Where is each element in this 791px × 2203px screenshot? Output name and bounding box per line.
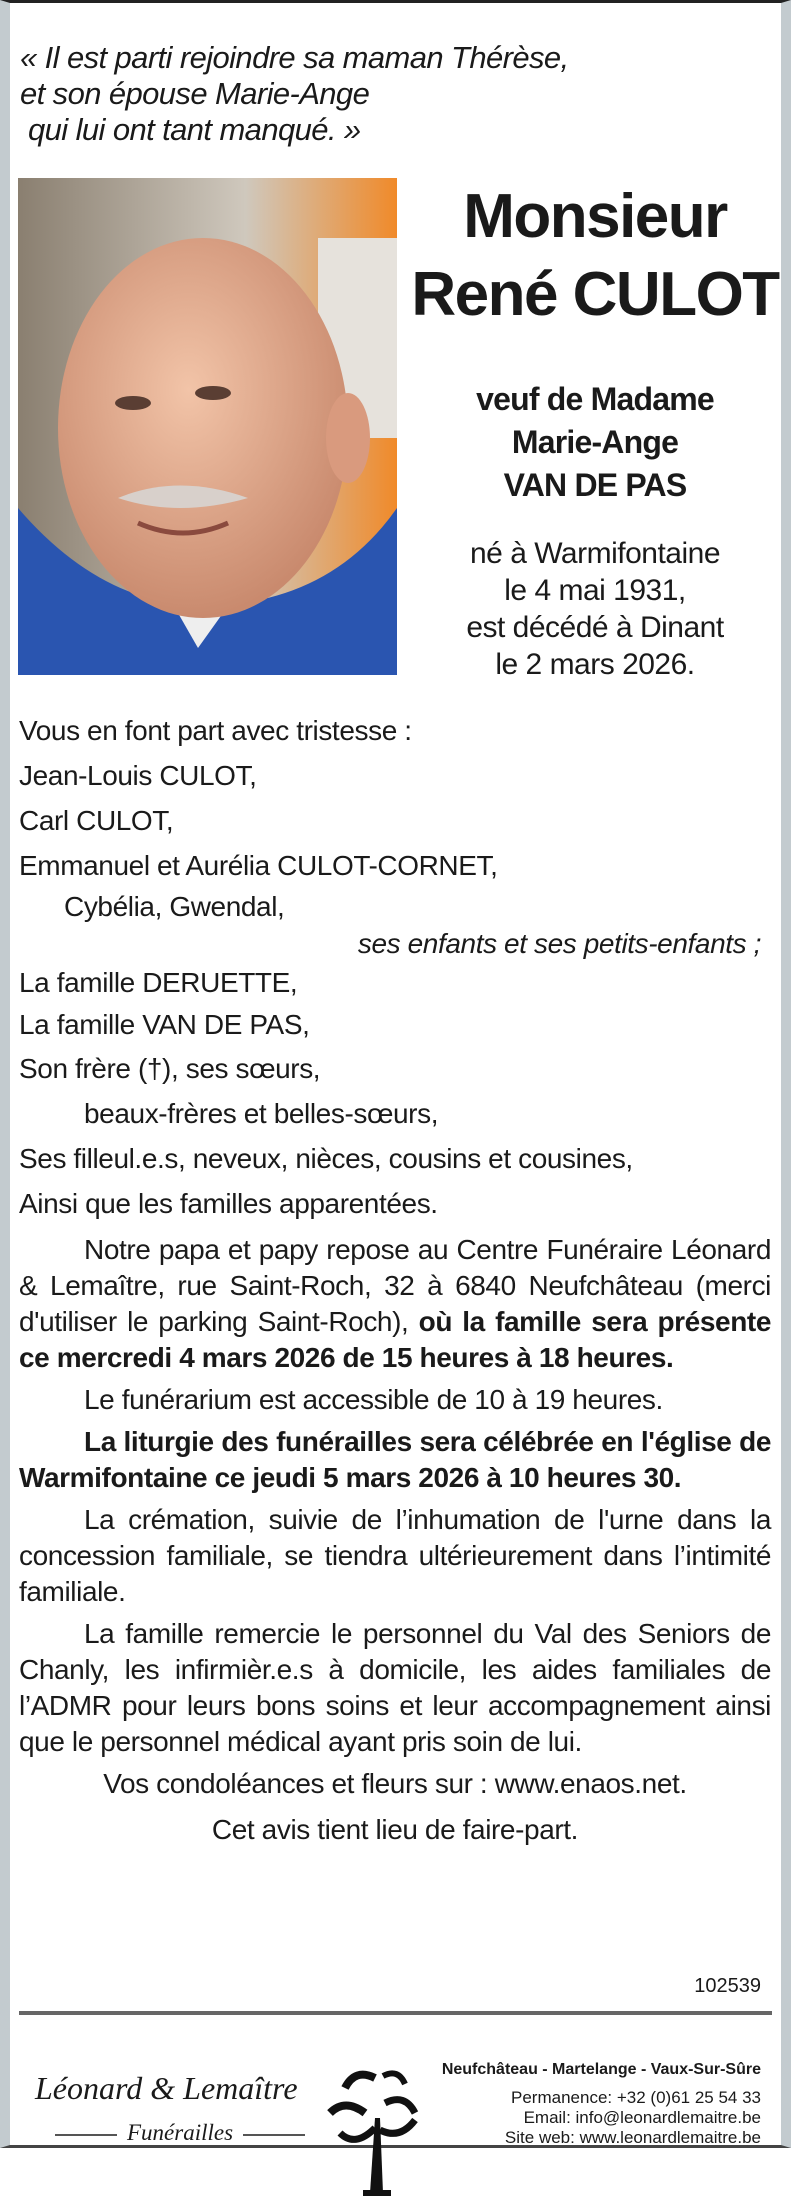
full-name: René CULOT xyxy=(411,260,779,329)
family-member: Son frère (†), ses sœurs, xyxy=(19,1053,321,1084)
website-link[interactable]: Site web: www.leonardlemaitre.be xyxy=(504,2128,761,2147)
email-link[interactable]: Email: info@leonardlemaitre.be xyxy=(523,2108,761,2127)
birth-line: né à Warmifontaine xyxy=(469,537,720,570)
birth-death-info xyxy=(405,535,785,683)
notice-statement: Cet avis tient lieu de faire-part. xyxy=(211,1814,579,1845)
death-line: le 2 mars 2026. xyxy=(495,648,695,681)
family-member: Emmanuel et Aurélia CULOT-CORNET, xyxy=(19,850,498,881)
family-intro: Vous en font part avec tristesse : xyxy=(19,715,412,746)
condolences-link[interactable]: Vos condoléances et fleurs sur : www.enaos.net. xyxy=(103,1768,687,1799)
logo-sub-text: Funérailles xyxy=(127,2120,234,2145)
family-relation: ses enfants et ses petits-enfants ; xyxy=(357,928,761,959)
funeral-home-logo-sub xyxy=(45,2120,315,2146)
visitation-paragraph xyxy=(19,1232,771,1376)
family-member: Jean-Louis CULOT, xyxy=(19,760,257,791)
tree-logo-icon xyxy=(325,2058,425,2203)
family-member: Cybélia, Gwendal, xyxy=(64,891,285,922)
divider xyxy=(19,2011,772,2015)
liturgy-text: La liturgie des funérailles sera célébrée en l'église de Warmifontaine ce jeudi 5 mars 2026 à 10 heures 30. xyxy=(19,1426,771,1493)
quote-line: et son épouse Marie-Ange xyxy=(20,76,370,111)
liturgy-paragraph xyxy=(19,1424,771,1496)
family-member: La famille VAN DE PAS, xyxy=(19,1009,310,1040)
death-line: est décédé à Dinant xyxy=(466,611,724,644)
epitaph-quote xyxy=(20,40,569,148)
quote-line: qui lui ont tant manqué. » xyxy=(20,112,361,147)
family-member: beaux-frères et belles-sœurs, xyxy=(84,1098,439,1129)
funeral-home-contact xyxy=(442,2060,761,2148)
honorific: Monsieur xyxy=(463,182,727,251)
reference-number: 102539 xyxy=(694,1975,761,1997)
funerarium-hours: Le funérarium est accessible de 10 à 19 heures. xyxy=(84,1384,663,1415)
visitation-times: où la famille sera présente ce mercredi 4 mars 2026 de 15 heures à 18 heures. xyxy=(19,1306,771,1373)
widower-line: Marie-Ange xyxy=(511,424,679,460)
thanks-paragraph: La famille remercie le personnel du Val des Seniors de Chanly, les infirmièr.e.s à domicile, les aides familiales de l’ADMR pour leurs bons soins et leur accompagnement ainsi que le personnel médical ayant pris soin de lui. xyxy=(19,1618,771,1757)
notice-body xyxy=(19,708,771,1848)
family-member: La famille DERUETTE, xyxy=(19,967,298,998)
widower-of xyxy=(405,378,785,507)
birth-line: le 4 mai 1931, xyxy=(504,574,686,607)
cremation-paragraph: La crémation, suivie de l’inhumation de l'urne dans la concession familiale, se tiendra ultérieurement dans l’intimité familiale. xyxy=(19,1504,771,1607)
locations: Neufchâteau - Martelange - Vaux-Sur-Sûre xyxy=(441,2061,761,2078)
widower-line: veuf de Madame xyxy=(476,381,714,417)
visitation-text: Notre papa et papy repose au Centre Funéraire Léonard & Lemaître, rue Saint-Roch, 32 à 6840 Neufchâteau (merci d'utiliser le parking Saint-Roch), xyxy=(19,1234,771,1337)
portrait-photo xyxy=(18,178,397,675)
deceased-name xyxy=(405,178,785,334)
widower-line: VAN DE PAS xyxy=(503,467,687,503)
family-member: Carl CULOT, xyxy=(19,805,174,836)
family-member: Ainsi que les familles apparentées. xyxy=(19,1188,438,1219)
family-member: Ses filleul.e.s, neveux, nièces, cousins et cousines, xyxy=(19,1143,633,1174)
quote-line: « Il est parti rejoindre sa maman Thérèse, xyxy=(20,40,569,75)
phone: Permanence: +32 (0)61 25 54 33 xyxy=(511,2088,761,2107)
funeral-home-logo: Léonard & Lemaître xyxy=(35,2070,298,2106)
